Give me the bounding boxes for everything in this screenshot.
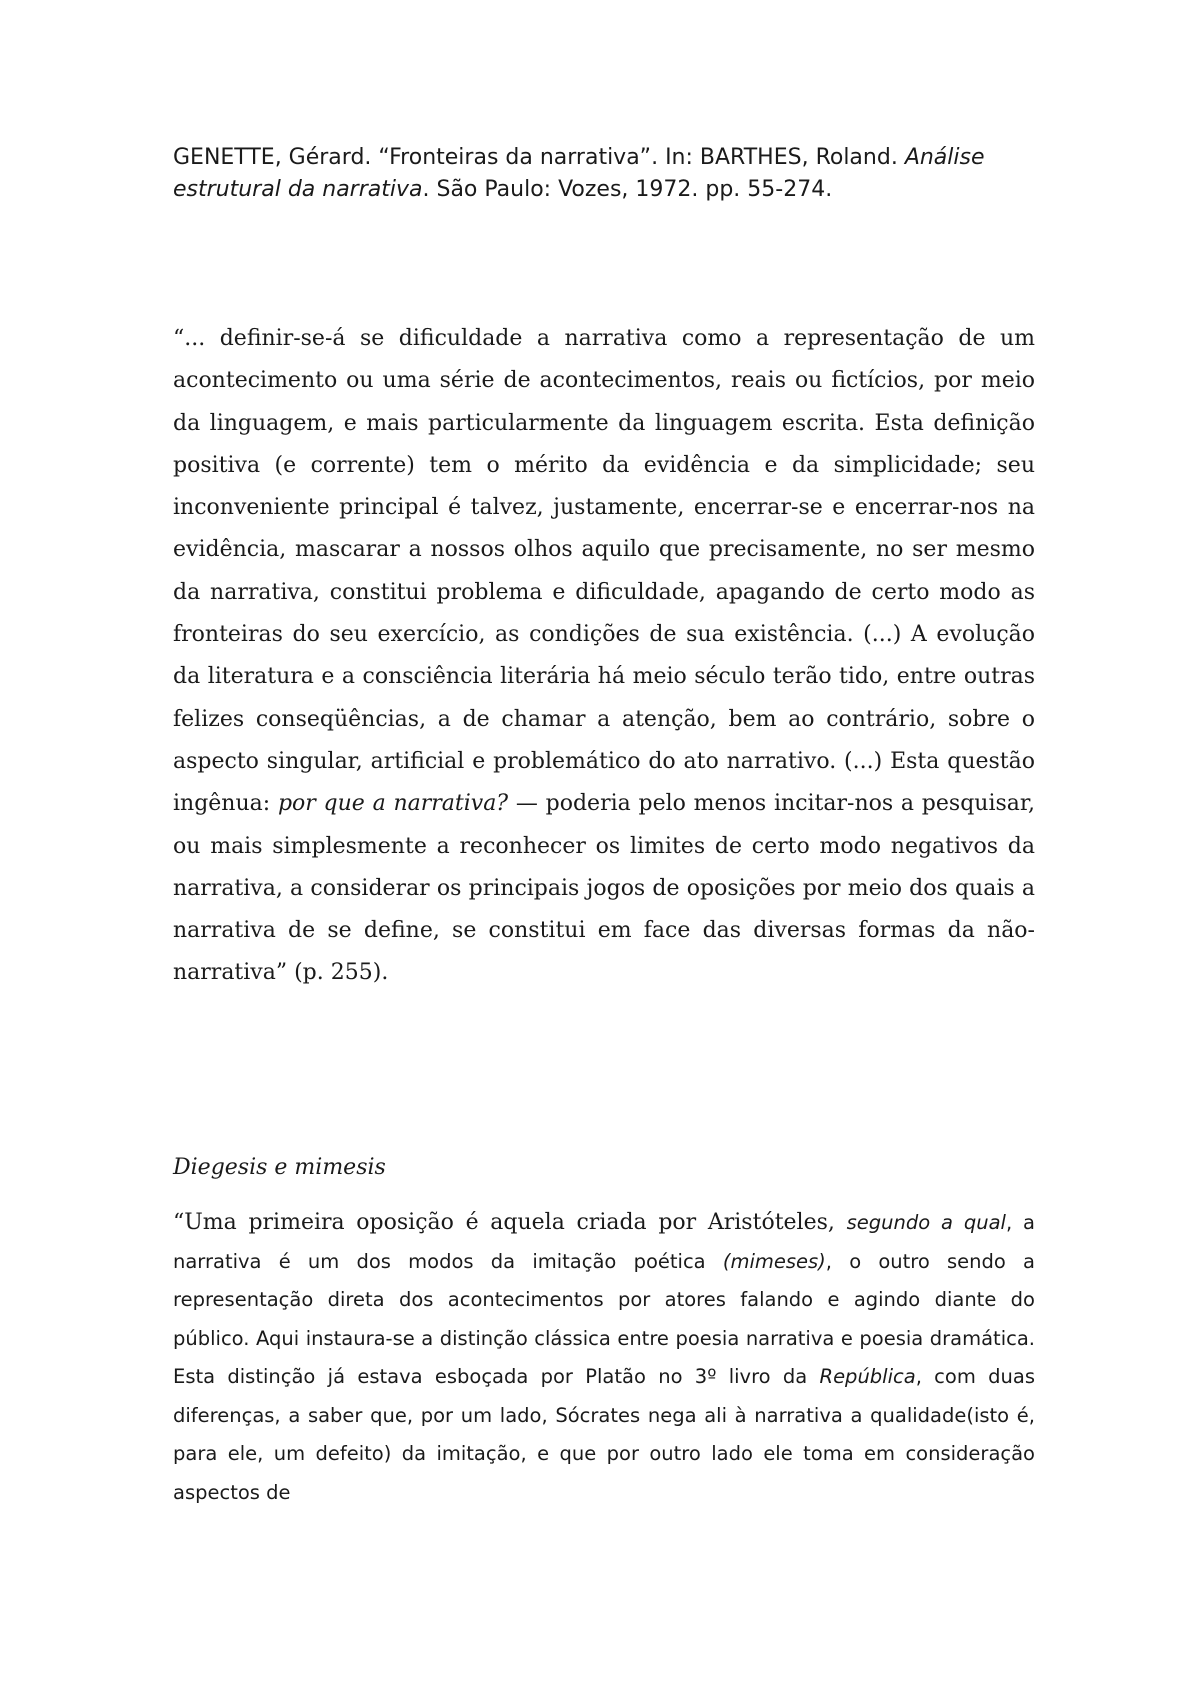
paragraph-lead: “Uma primeira oposição é aquela criada por Aristóteles, xyxy=(173,1210,847,1235)
block-quote xyxy=(173,318,1035,995)
paragraph-text-1: , a narrativa é um dos modos da imitação poética xyxy=(173,1211,1035,1273)
citation-text: GENETTE, Gérard. “Fronteiras da narrativa”. In: BARTHES, Roland. xyxy=(173,145,905,170)
italic-term-mimeses: (mimeses) xyxy=(722,1249,826,1273)
bibliographic-citation xyxy=(173,142,1035,206)
quote-text-end: — poderia pelo menos incitar-nos a pesquisar, ou mais simplesmente a reconhecer os limites de certo modo negativos da narrativa, a considerar os principais jogos de oposições por meio dos quais a narrativa de se define, se constitui em face das diversas formas da não-narrativa” (p. 255). xyxy=(173,791,1035,986)
citation-publisher: . São Paulo: Vozes, 1972. pp. 55-274. xyxy=(422,177,833,202)
citation-book-title: Análise estrutural da narrativa xyxy=(173,145,985,202)
italic-title-republica: República xyxy=(819,1365,916,1388)
paragraph-text-2: , o outro sendo a representação direta dos acontecimentos por atores falando e agindo diante do público. Aqui instaura-se a distinção clássica entre poesia narrativa e poesia dramática. Esta distinção já estava esboçada por Platão no 3º livro da xyxy=(173,1249,1035,1388)
section-heading: Diegesis e mimesis xyxy=(173,1155,386,1180)
body-paragraph xyxy=(173,1204,1035,1512)
italic-phrase-segundo: segundo a qual xyxy=(846,1211,1006,1234)
quote-italic-question: por que a narrativa? xyxy=(277,791,509,817)
paragraph-text-3: , com duas diferenças, a saber que, por um lado, Sócrates nega ali à narrativa a qualidade(isto é, para ele, um defeito) da imitação, e que por outro lado ele toma em consideração aspectos de xyxy=(173,1365,1035,1504)
quote-text-start: “... definir-se-á se dificuldade a narrativa como a representação de um acontecimento ou uma série de acontecimentos, reais ou fictícios, por meio da linguagem, e mais particularmente da linguagem escrita. Esta definição positiva (e corrente) tem o mérito da evidência e da simplicidade; seu inconveniente principal é talvez, justamente, encerrar-se e encerrar-nos na evidência, mascarar a nossos olhos aquilo que precisamente, no ser mesmo da narrativa, constitui problema e dificuldade, apagando de certo modo as fronteiras do seu exercício, as condições de sua existência. (...) A evolução da literatura e a consciência literária há meio século terão tido, entre outras felizes conseqüências, a de chamar a atenção, bem ao contrário, sobre o aspecto singular, artificial e problemático do ato narrativo. (...) Esta questão ingênua: xyxy=(173,326,1035,817)
